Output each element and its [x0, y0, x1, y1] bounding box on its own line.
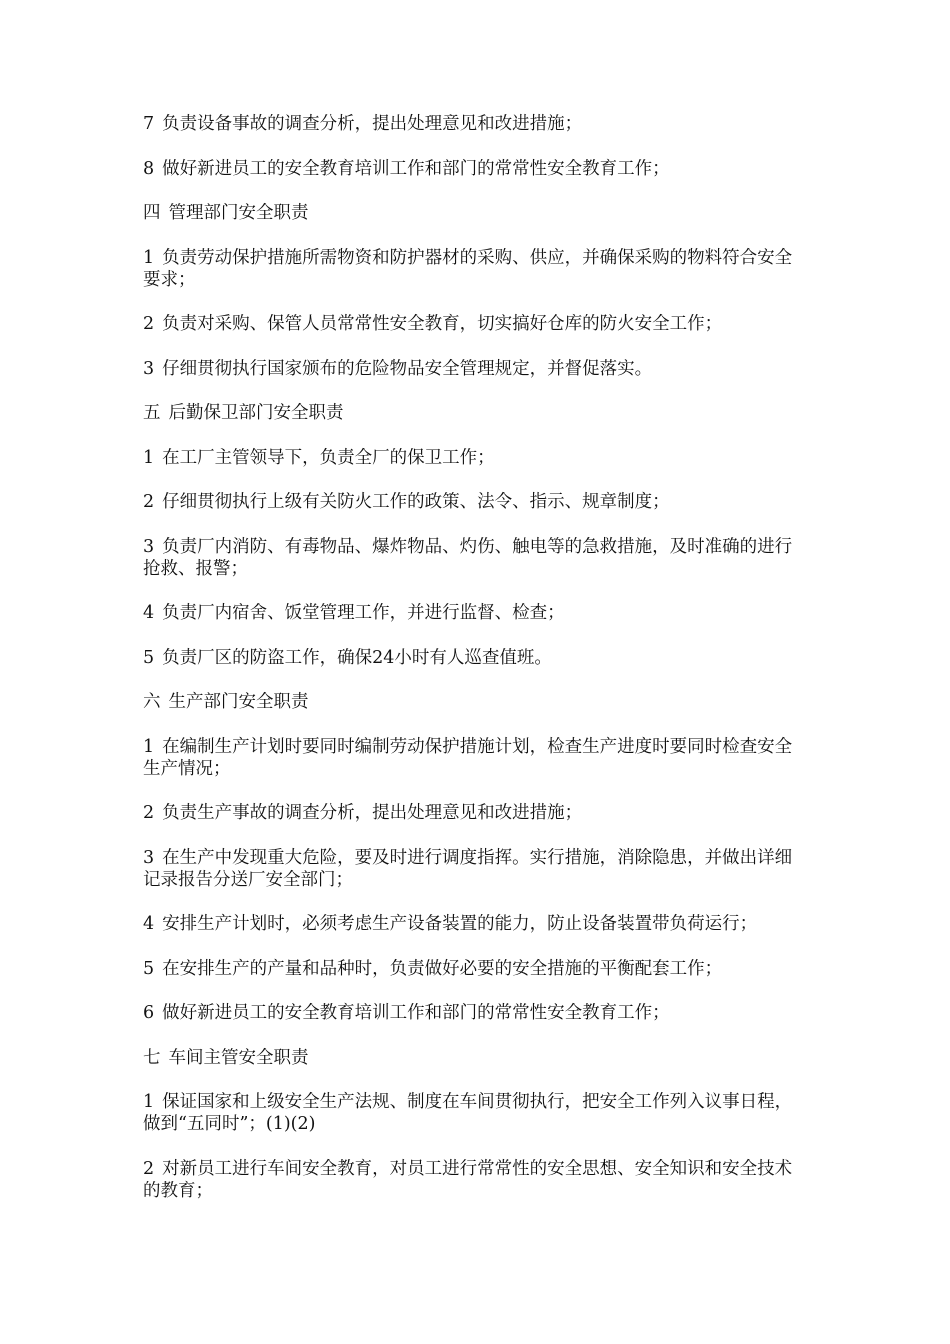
list-item: [143, 602, 808, 624]
item-7-equipment-accident: [143, 113, 808, 135]
item-number: 1: [143, 1092, 155, 1112]
list-item: [143, 1158, 808, 1202]
item-number: 3: [143, 358, 155, 379]
section-title: 后勤保卫部门安全职责: [168, 403, 344, 423]
item-text: 负责劳动保护措施所需物资和防护器材的采购、供应，并确保采购的物料符合安全要求；: [143, 247, 793, 290]
list-item: [143, 958, 808, 980]
list-item: [143, 491, 808, 513]
item-number: 6: [143, 1003, 155, 1023]
section-title: 车间主管安全职责: [168, 1047, 309, 1068]
list-item: [143, 447, 808, 469]
item-number: 3: [143, 536, 155, 557]
section-heading-production: [143, 691, 808, 713]
list-item: [143, 536, 808, 580]
item-text: 负责厂内消防、有毒物品、爆炸物品、灼伤、触电等的急救措施，及时准确的进行抢救、报警；: [143, 536, 793, 579]
item-number: 7: [143, 114, 155, 134]
list-item: [143, 913, 808, 935]
item-number: 4: [143, 914, 155, 934]
item-text: 负责厂区的防盗工作，确保24小时有人巡查值班。: [162, 647, 552, 668]
section-title: 生产部门安全职责: [168, 692, 309, 712]
item-text: 在工厂主管领导下，负责全厂的保卫工作；: [162, 447, 495, 468]
item-number: 4: [143, 603, 155, 623]
list-item: [143, 1091, 808, 1135]
section-number: 七: [143, 1047, 161, 1068]
item-text: 负责厂内宿舍、饭堂管理工作，并进行监督、检查；: [162, 603, 565, 623]
item-text: 负责对采购、保管人员常常性安全教育，切实搞好仓库的防火安全工作；: [162, 314, 723, 334]
item-text: 在生产中发现重大危险，要及时进行调度指挥。实行措施，消除隐患，并做出详细记录报告分送厂安全部门；: [143, 847, 793, 890]
section-number: 五: [143, 403, 161, 423]
item-text: 做好新进员工的安全教育培训工作和部门的常常性安全教育工作；: [162, 1003, 670, 1023]
item-text: 仔细贯彻执行国家颁布的危险物品安全管理规定，并督促落实。: [162, 358, 653, 379]
section-number: 四: [143, 203, 161, 223]
item-text: 在安排生产的产量和品种时，负责做好必要的安全措施的平衡配套工作；: [162, 958, 723, 979]
item-number: 1: [143, 247, 155, 268]
item-number: 2: [143, 314, 155, 334]
item-number: 8: [143, 158, 155, 179]
item-text: 仔细贯彻执行上级有关防火工作的政策、法令、指示、规章制度；: [162, 492, 670, 512]
item-text: 安排生产计划时，必须考虑生产设备装置的能力，防止设备装置带负荷运行；: [162, 914, 758, 934]
section-title: 管理部门安全职责: [168, 203, 309, 223]
section-heading-logistics-security: [143, 402, 808, 424]
item-text: 在编制生产计划时要同时编制劳动保护措施计划，检查生产进度时要同时检查安全生产情况；: [143, 736, 793, 779]
section-number: 六: [143, 692, 161, 712]
list-item: [143, 736, 808, 780]
item-text: 做好新进员工的安全教育培训工作和部门的常常性安全教育工作；: [162, 158, 670, 179]
list-item: [143, 247, 808, 291]
list-item: [143, 847, 808, 891]
item-number: 3: [143, 847, 155, 868]
list-item: [143, 802, 808, 824]
item-text: 负责生产事故的调查分析，提出处理意见和改进措施；: [162, 803, 583, 823]
item-text: 对新员工进行车间安全教育，对员工进行常常性的安全思想、安全知识和安全技术的教育；: [143, 1158, 793, 1201]
item-number: 2: [143, 1158, 155, 1179]
list-item: [143, 358, 808, 380]
item-number: 1: [143, 447, 155, 468]
item-8-new-staff-training: [143, 158, 808, 180]
list-item: [143, 647, 808, 669]
item-number: 1: [143, 736, 155, 757]
section-heading-workshop-supervisor: [143, 1047, 808, 1069]
item-number: 2: [143, 803, 155, 823]
document-page: [143, 113, 808, 1224]
item-number: 2: [143, 492, 155, 512]
item-number: 5: [143, 647, 155, 668]
section-heading-management: [143, 202, 808, 224]
item-number: 5: [143, 958, 155, 979]
list-item: [143, 1002, 808, 1024]
item-text: 负责设备事故的调查分析，提出处理意见和改进措施；: [162, 114, 583, 134]
item-text: 保证国家和上级安全生产法规、制度在车间贯彻执行，把安全工作列入议事日程，做到“五同时”；(1)(2): [143, 1092, 793, 1134]
list-item: [143, 313, 808, 335]
